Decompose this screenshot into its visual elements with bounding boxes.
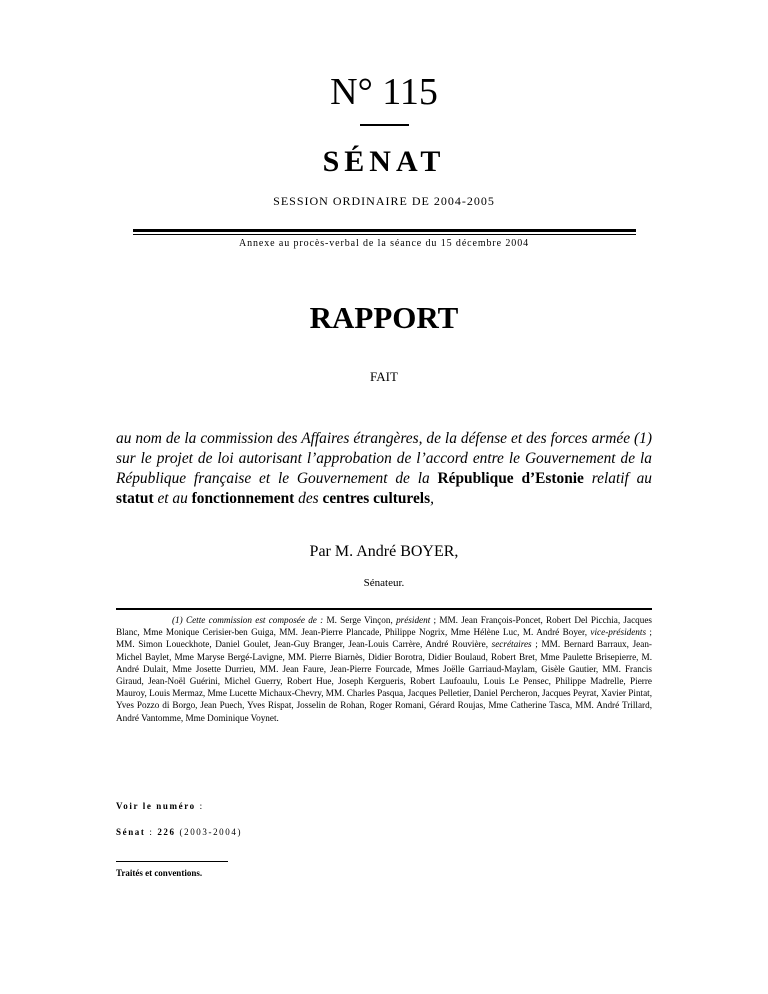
- commission-footnote: [116, 614, 652, 724]
- fait-label: FAIT: [370, 369, 398, 384]
- footnote-text: ; MM. Bernard Barraux, Jean-Michel Baylet, Mme Maryse Bergé-Lavigne, MM. Pierre Biarnès, Didier Borotra, Didier Boulaud, Robert Bret, Mme Paulette Brisepierre, M. André Dulait, Mme Josette Durrieu, MM. Jean Faure, Jean-Pierre Fourcade, Mmes Joëlle Garriaud-Maylam, Gisèle Gautier, MM. Francis Giraud, Jean-Noël Guérini, Michel Guerry, Robert Hue, Joseph Kergueris, Robert Laufoaulu, Louis Le Pensec, Philippe Madrelle, Pierre Mauroy, Louis Mermaz, Mme Lucette Michaux-Chevry, MM. Charles Pasqua, Jacques Pelletier, Daniel Percheron, Jacques Peyrat, Xavier Pintat, Yves Pozzo di Borgo, Jean Puech, Yves Rispat, Josselin de Rohan, Roger Romani, Gérard Roujas, Mme Catherine Tasca, MM. André Trillard, André Vantomme, Mme Dominique Voynet.: [116, 639, 653, 723]
- footnote-role: secrétaires: [491, 639, 532, 650]
- subject-keyword: fonctionnement: [191, 490, 295, 507]
- footnote-role: vice-présidents: [590, 627, 647, 638]
- senat-ref-years: (2003-2004): [175, 827, 243, 837]
- senat-ref-number: 226: [157, 827, 176, 837]
- subject-text: au nom de la commission des Affaires étrangères, de la défense et des forces armée (1) sur le projet de loi autorisant l’approbation de l’accord entre le Gouvernement de la République française et le Gouvernement de la: [116, 430, 652, 487]
- header-rule-thin: [133, 234, 636, 235]
- senat-ref-separator: :: [145, 827, 158, 837]
- voir-le-numero: [116, 801, 204, 811]
- footnote-text: ; MM. Jean François-Poncet, Robert Del Picchia, Jacques Blanc, Mme Monique Cerisier-ben Guiga, MM. Jean-Pierre Plancade, Philippe Nogrix, Mme Hélène Luc, M. André Boyer,: [116, 615, 653, 638]
- subject-keyword: statut: [116, 490, 154, 507]
- subject-text: et au: [153, 490, 192, 507]
- senat-reference: [116, 827, 242, 837]
- subject-keyword: centres culturels: [322, 490, 431, 507]
- subject-text: relatif au: [583, 470, 652, 487]
- subject-text: des: [294, 490, 323, 507]
- report-number: N° 115: [330, 71, 438, 113]
- footnote-role: président: [396, 615, 431, 625]
- subject-country: République d’Estonie: [437, 470, 584, 487]
- footnote-intro: [116, 615, 323, 625]
- number-underline: [360, 124, 409, 126]
- header-rule-thick: [133, 229, 636, 232]
- annexe-line: Annexe au procès-verbal de la séance du 15 décembre 2004: [238, 238, 529, 249]
- footnote-intro-text: (1) Cette commission est composée de :: [172, 615, 324, 625]
- session-line: SESSION ORDINAIRE DE 2004-2005: [273, 194, 495, 208]
- chamber-name: SÉNAT: [322, 145, 446, 178]
- voir-label: Voir le numéro: [116, 801, 196, 811]
- category-label: Traités et conventions.: [116, 868, 203, 878]
- report-subject: [116, 429, 652, 509]
- footnote-text: M. Serge Vinçon,: [323, 615, 397, 625]
- footnote-text: ; MM. Simon Loueckhote, Daniel Goulet, Jean-Guy Branger, Jean-Louis Carrère, André Rouvière,: [116, 627, 652, 650]
- author-role: Sénateur.: [363, 577, 405, 589]
- footnote-rule: [116, 608, 652, 610]
- subject-text: ,: [430, 490, 434, 507]
- category-rule: [116, 861, 228, 862]
- voir-separator: :: [195, 801, 204, 811]
- author-name: Par M. André BOYER,: [309, 543, 459, 560]
- document-title: RAPPORT: [309, 300, 459, 335]
- senat-ref-label: Sénat: [116, 827, 146, 837]
